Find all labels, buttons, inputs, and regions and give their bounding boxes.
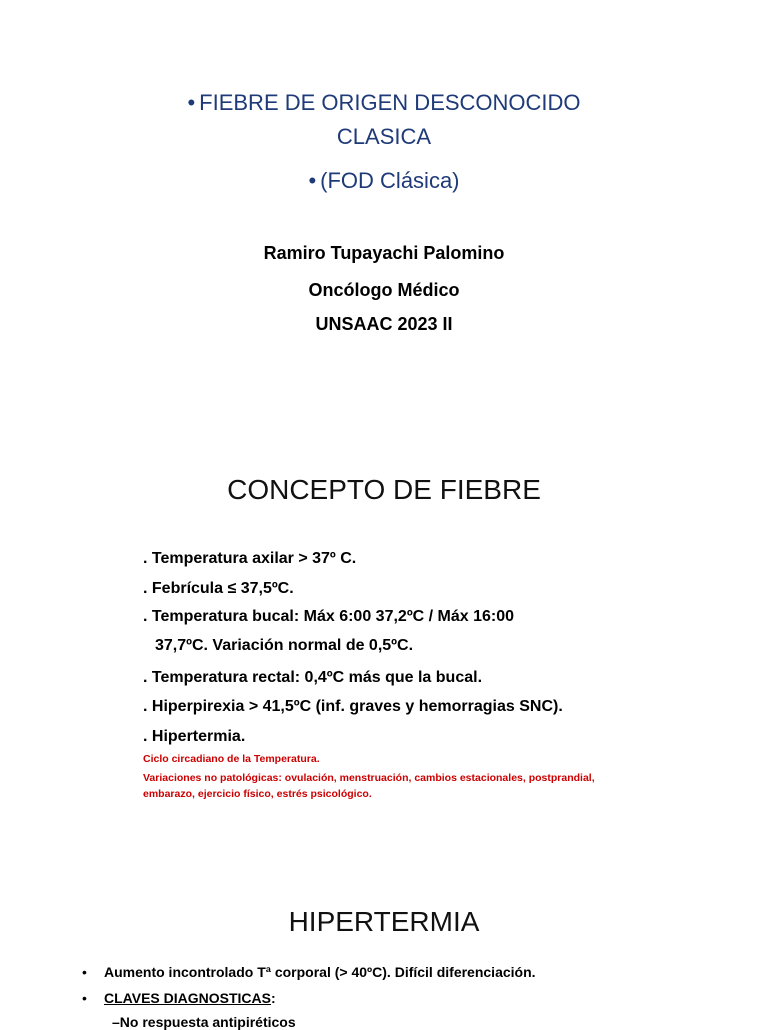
bullet-icon: • — [187, 90, 196, 115]
item-febricula: . Febrícula ≤ 37,5ºC. — [143, 580, 294, 597]
bullet-icon: • — [308, 168, 317, 193]
bullet-text: CLAVES DIAGNOSTICAS — [104, 990, 271, 1006]
subtitle-text: (FOD Clásica) — [320, 168, 460, 193]
item-bucal: . Temperatura bucal: Máx 6:00 37,2ºC / Máx 16:00 — [143, 608, 515, 625]
author-institution: UNSAAC 2023 II — [315, 314, 453, 334]
bullet-icon: • — [82, 990, 87, 1006]
item-bucal-cont: 37,7ºC. Variación normal de 0,5ºC. — [155, 637, 414, 654]
title-text: FIEBRE DE ORIGEN DESCONOCIDO — [199, 90, 581, 115]
note-variaciones-1: Variaciones no patológicas: ovulación, menstruación, cambios estacionales, postprandial, — [143, 772, 595, 784]
slide1-subtitle — [0, 166, 768, 196]
bullet-icon: • — [82, 964, 87, 980]
bullet-text: Aumento incontrolado Tª corporal (> 40ºC). Difícil diferenciación. — [104, 964, 536, 980]
hipertermia-bullet-2 — [82, 990, 276, 1006]
hipertermia-bullet-1 — [82, 964, 536, 980]
author-role: Oncólogo Médico — [308, 280, 460, 300]
note-circadiano: Ciclo circadiano de la Temperatura. — [143, 753, 320, 765]
item-hiperpirexia: . Hiperpirexia > 41,5ºC (inf. graves y hemorragias SNC). — [143, 698, 563, 715]
author-name: Ramiro Tupayachi Palomino — [263, 243, 505, 263]
bullet-suffix: : — [270, 990, 276, 1006]
slide1-title-line1 — [0, 88, 768, 118]
slide2-title: CONCEPTO DE FIEBRE — [227, 474, 541, 505]
item-rectal: . Temperatura rectal: 0,4ºC más que la bucal. — [143, 669, 483, 686]
slide3-title: HIPERTERMIA — [288, 906, 480, 937]
hipertermia-sub-1: –No respuesta antipiréticos — [112, 1014, 296, 1030]
item-axilar: . Temperatura axilar > 37º C. — [143, 550, 357, 567]
slide1-title-line2: CLASICA — [336, 124, 432, 149]
note-variaciones-2: embarazo, ejercicio físico, estrés psicológico. — [143, 788, 372, 800]
item-hipertermia: . Hipertermia. — [143, 728, 246, 745]
